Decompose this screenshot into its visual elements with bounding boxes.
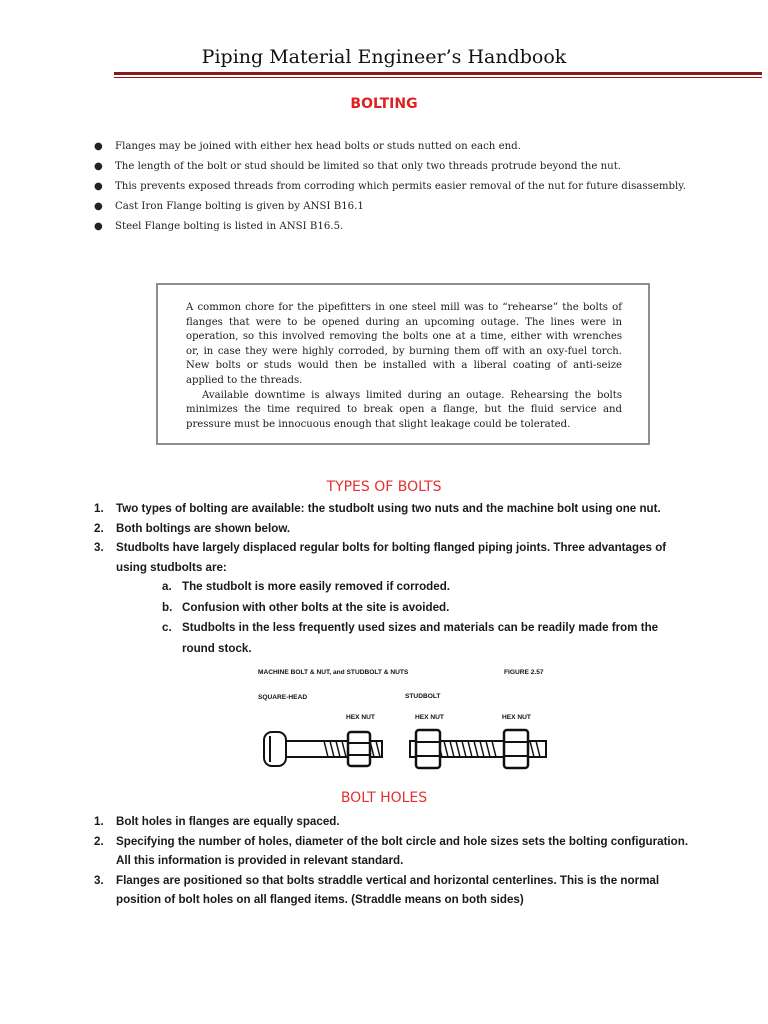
bullet-text: This prevents exposed threads from corroding which permits easier removal of the nut for future disassembly. <box>115 181 686 192</box>
bullet-dot-icon: ● <box>94 181 103 192</box>
bullet-item <box>94 218 694 236</box>
hex-nut-label-2: HEX NUT <box>415 714 444 721</box>
hex-nut-label-1: HEX NUT <box>346 714 375 721</box>
list-number: 1. <box>94 815 104 828</box>
bolting-bullet-list <box>94 138 694 238</box>
types-of-bolts-heading: TYPES OF BOLTS <box>326 479 442 495</box>
list-item <box>94 538 694 659</box>
bullet-text: Cast Iron Flange bolting is given by ANSI B16.1 <box>115 201 364 212</box>
bullet-item <box>94 198 694 216</box>
sublist-letter: b. <box>162 600 173 614</box>
studbolt-label: STUDBOLT <box>405 693 441 700</box>
figure-number: FIGURE 2.57 <box>504 669 544 676</box>
list-text: Bolt holes in flanges are equally spaced. <box>116 815 340 828</box>
bullet-text: Steel Flange bolting is listed in ANSI B16.5. <box>115 221 344 232</box>
hex-nut-label-3: HEX NUT <box>502 714 531 721</box>
types-of-bolts-list <box>94 499 694 659</box>
bullet-dot-icon: ● <box>94 161 103 172</box>
bullet-dot-icon: ● <box>94 221 103 232</box>
bullet-dot-icon: ● <box>94 141 103 152</box>
sublist-letter: c. <box>162 621 172 634</box>
bullet-text: The length of the bolt or stud should be limited so that only two threads protrude beyond the nut. <box>115 161 622 172</box>
bullet-item <box>94 138 694 156</box>
page-header-title: Piping Material Engineer’s Handbook <box>201 46 567 68</box>
header-rule-thin <box>114 77 762 78</box>
list-number: 3. <box>94 541 104 554</box>
machine-bolt-head <box>264 732 286 766</box>
bullet-item <box>94 158 694 176</box>
machine-bolt-hex-nut <box>348 732 370 766</box>
list-item <box>94 832 694 871</box>
bolting-heading: BOLTING <box>350 96 418 112</box>
advantages-sublist <box>116 577 694 659</box>
sublist-text: The studbolt is more easily removed if corroded. <box>182 580 451 593</box>
sublist-text: Confusion with other bolts at the site is avoided. <box>182 600 450 614</box>
bullet-item <box>94 178 694 196</box>
sublist-item <box>162 577 694 598</box>
sidebar-paragraph-2: Available downtime is always limited during an outage. Rehearsing the bolts minimizes the time required to break open a flange, but the fluid service and pressure must be innocuous enough that slight leakage could be tolerated. <box>186 389 622 430</box>
bolt-holes-list <box>94 812 694 910</box>
bolt-holes-heading: BOLT HOLES <box>340 790 428 806</box>
bolt-drawing <box>258 664 554 776</box>
list-number: 1. <box>94 502 104 515</box>
list-item <box>94 519 694 539</box>
bullet-dot-icon: ● <box>94 201 103 212</box>
list-text: Both boltings are shown below. <box>116 521 291 535</box>
list-item <box>94 499 694 519</box>
list-number: 3. <box>94 873 104 887</box>
list-text: Flanges are positioned so that bolts straddle vertical and horizontal centerlines. This is the normal position of bolt holes on all flanged items. (Straddle means on both sides) <box>116 873 660 906</box>
list-number: 2. <box>94 834 104 848</box>
header-rule-thick <box>114 72 762 75</box>
sublist-letter: a. <box>162 580 172 593</box>
studbolt-hex-nut-left <box>416 730 440 768</box>
sidebar-text <box>186 301 622 432</box>
bolt-figure <box>258 664 554 776</box>
square-head-label: SQUARE-HEAD <box>258 694 308 701</box>
sublist-item <box>162 618 694 659</box>
list-item <box>94 871 694 910</box>
list-text: Two types of bolting are available: the studbolt using two nuts and the machine bolt using one nut. <box>116 502 661 515</box>
list-item <box>94 812 694 832</box>
list-number: 2. <box>94 521 104 535</box>
sublist-item <box>162 598 694 619</box>
sidebar-paragraph-1: A common chore for the pipefitters in one steel mill was to “rehearse” the bolts of flanges that were to be opened during an upcoming outage. The lines were in operation, so this involved removing the bolts one at a time, either with wrenches or, in case they were highly corroded, by burning them off with an oxy-fuel torch. New bolts or studs would then be installed with a liberal coating of anti-seize applied to the threads. <box>186 302 622 386</box>
bullet-text: Flanges may be joined with either hex head bolts or studs nutted on each end. <box>115 141 521 152</box>
list-text: Specifying the number of holes, diameter of the bolt circle and hole sizes sets the bolting configuration. All this information is provided in relevant standard. <box>116 834 689 867</box>
studbolt-hex-nut-right <box>504 730 528 768</box>
sublist-text: Studbolts in the less frequently used sizes and materials can be readily made from the round stock. <box>182 621 659 655</box>
rehearse-bolts-sidebar-box <box>156 283 650 445</box>
list-text: Studbolts have largely displaced regular bolts for bolting flanged piping joints. Three advantages of using studbolts are: <box>116 541 667 574</box>
figure-title: MACHINE BOLT & NUT, and STUDBOLT & NUTS <box>258 669 409 676</box>
